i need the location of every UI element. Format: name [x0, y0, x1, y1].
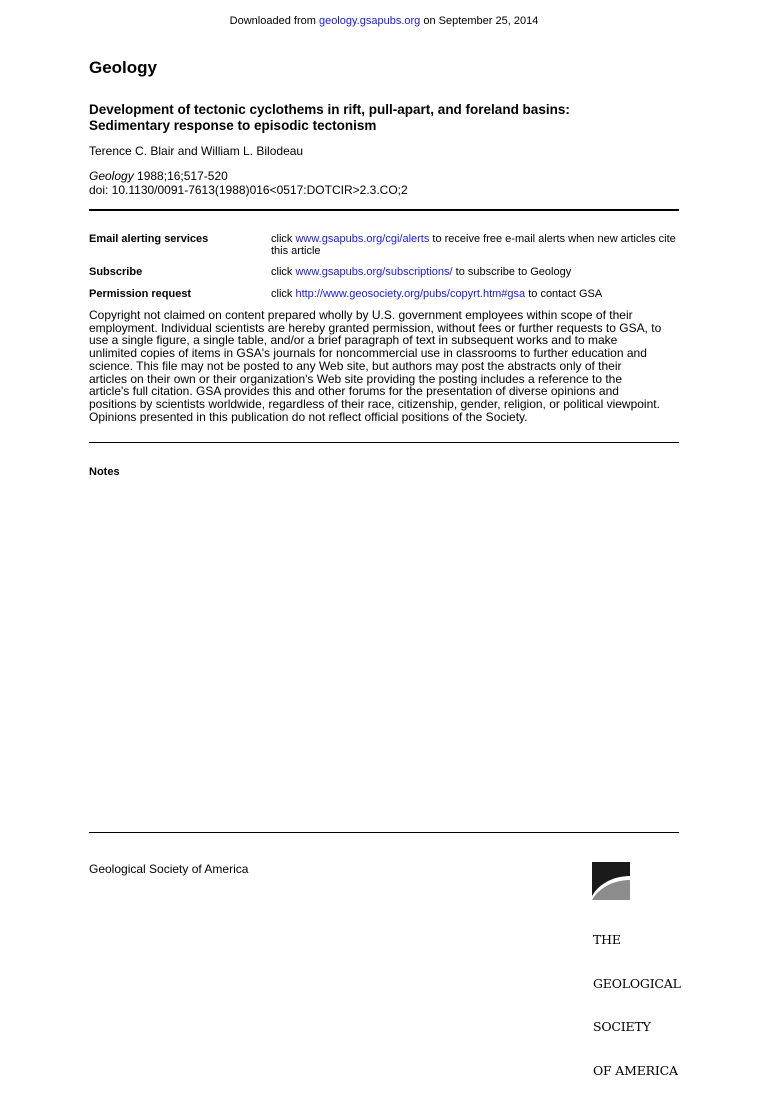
- download-notice: [0, 14, 768, 28]
- copyright-line: positions by scientists worldwide, regardless of their race, citizenship, gender, religion, or political viewpoint.: [89, 396, 660, 411]
- society-name: Geological Society of America: [89, 862, 249, 876]
- service-prefix: click: [271, 266, 296, 278]
- email-alerts-link[interactable]: www.gsapubs.org/cgi/alerts: [295, 233, 430, 245]
- service-label: Email alerting services: [89, 233, 209, 245]
- service-description: [271, 233, 681, 257]
- copyright-line: articles on their own or their organization's Web site providing the posting includes a reference to the: [89, 371, 623, 386]
- service-suffix: to subscribe to Geology: [452, 266, 572, 278]
- download-prefix: Downloaded from: [229, 15, 319, 27]
- service-prefix: click: [271, 288, 296, 300]
- logo-line: THE: [593, 932, 621, 947]
- logo-line: GEOLOGICAL: [593, 975, 681, 991]
- logo-line: SOCIETY: [593, 1019, 651, 1034]
- journal-name: Geology: [89, 58, 158, 77]
- article-title-line-1: Development of tectonic cyclothems in rift, pull-apart, and foreland basins:: [89, 102, 570, 117]
- copyright-line: Copyright not claimed on content prepared wholly by U.S. government employees within scope of their: [89, 308, 633, 322]
- article-citation: [89, 169, 408, 197]
- copyright-notice: [89, 309, 681, 423]
- article-authors: Terence C. Blair and William L. Bilodeau: [89, 144, 304, 158]
- copyright-line: employment. Individual scientists are hereby granted permission, without fees or further requests to GSA, to: [89, 320, 662, 335]
- article-title: [89, 102, 689, 134]
- citation-details: 1988;16;517-520: [133, 169, 228, 183]
- gsa-logo-mark-icon: [592, 862, 630, 900]
- permission-link[interactable]: http://www.geosociety.org/pubs/copyrt.htm#gsa: [295, 288, 526, 300]
- service-suffix: to contact GSA: [525, 288, 603, 300]
- article-doi: doi: 10.1130/0091-7613(1988)016<0517:DOTCIR>2.3.CO;2: [89, 183, 408, 197]
- download-source-link[interactable]: geology.gsapubs.org: [318, 15, 421, 27]
- citation-journal: Geology: [89, 169, 134, 183]
- service-label: Subscribe: [89, 266, 143, 278]
- copyright-line: article's full citation. GSA provides this and other forums for the presentation of diverse opinions and: [89, 384, 619, 399]
- notes-heading: Notes: [89, 466, 120, 478]
- copyright-line: unlimited copies of items in GSA's journals for noncommercial use in classrooms to further education and: [89, 346, 647, 361]
- download-date: on September 25, 2014: [420, 15, 539, 27]
- service-description: [271, 288, 681, 300]
- gsa-logo: [592, 862, 692, 1078]
- copyright-line: science. This file may not be posted to any Web site, but authors may post the abstracts only of their: [89, 358, 622, 373]
- gsa-logo-text: [593, 904, 681, 1107]
- service-prefix: click: [271, 233, 296, 245]
- service-description: [271, 266, 681, 278]
- divider-top: [89, 209, 679, 211]
- article-title-line-2: Sedimentary response to episodic tectonism: [89, 118, 377, 133]
- divider-middle: [89, 442, 679, 443]
- service-label: Permission request: [89, 288, 192, 300]
- divider-bottom: [89, 832, 679, 833]
- copyright-line: use a single figure, a single table, and/or a brief paragraph of text in subsequent works and to make: [89, 333, 618, 348]
- service-suffix: to receive free e-mail alerts when new articles cite this article: [271, 233, 676, 257]
- subscribe-link[interactable]: www.gsapubs.org/subscriptions/: [295, 266, 453, 278]
- logo-line: OF AMERICA: [593, 1062, 678, 1078]
- copyright-line: Opinions presented in this publication do not reflect official positions of the Society.: [89, 409, 528, 424]
